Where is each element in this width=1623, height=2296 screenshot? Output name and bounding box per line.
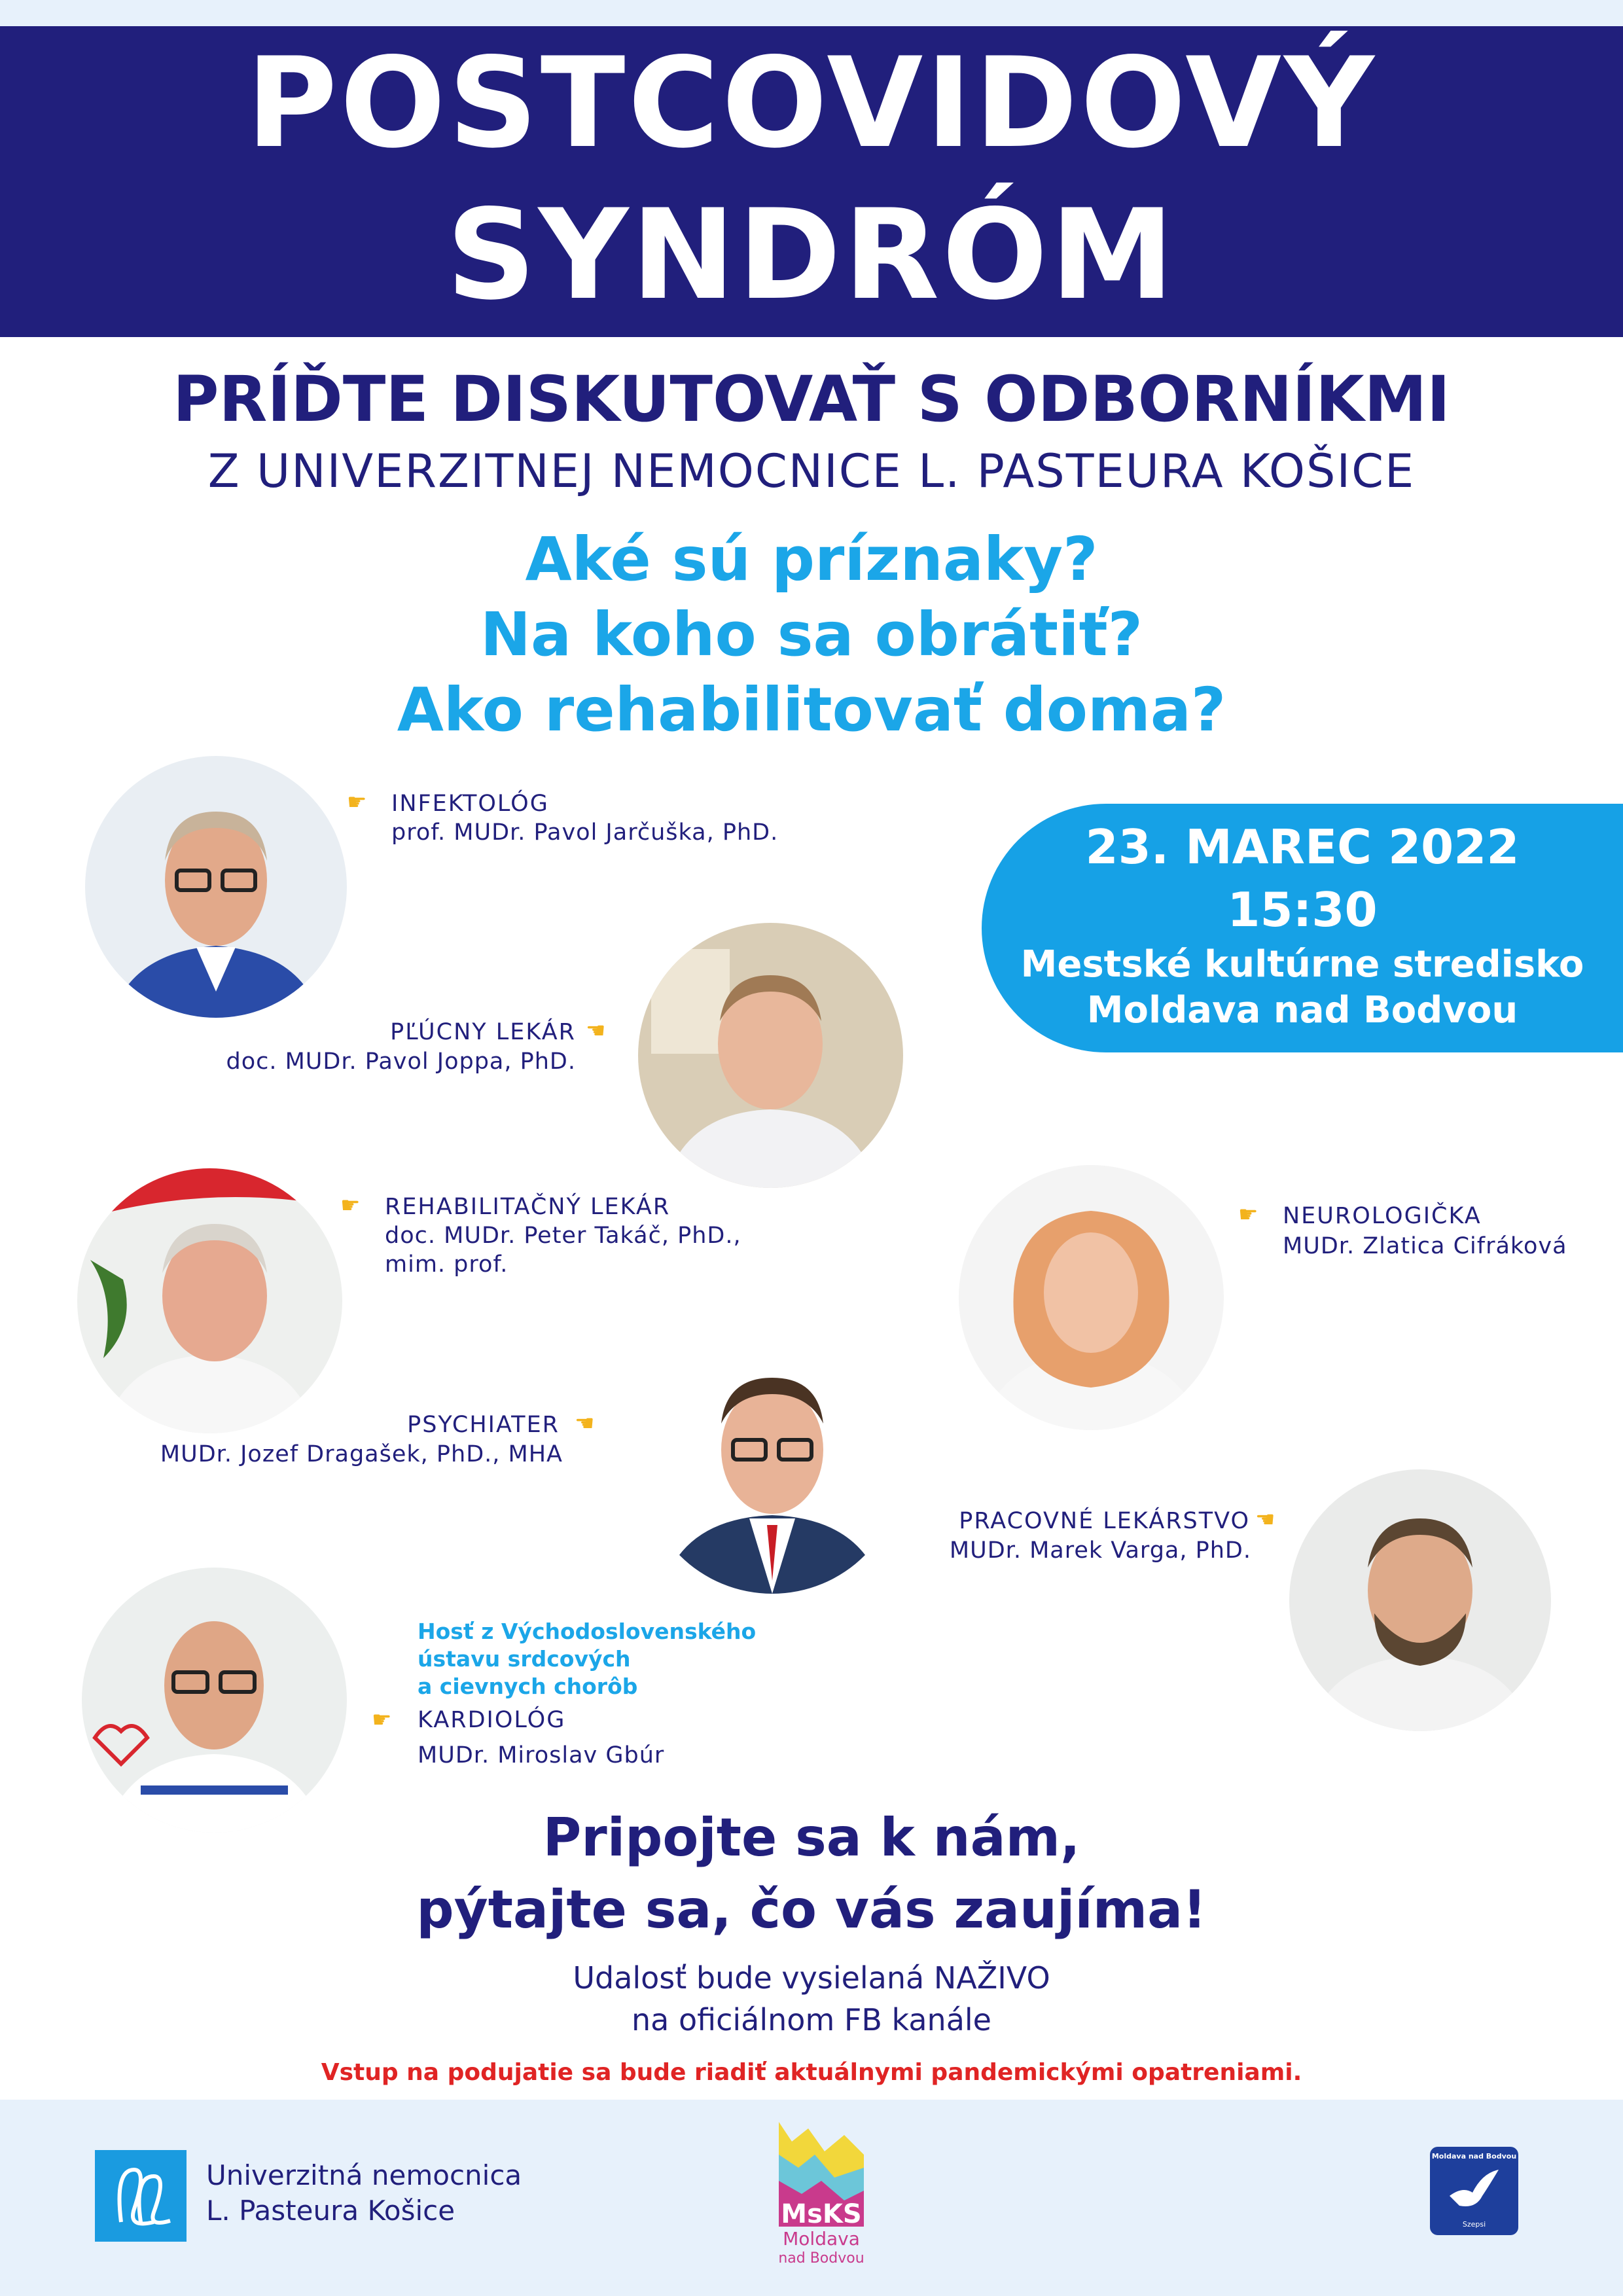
hospital-name-line-2: L. Pasteura Košice [206, 2195, 455, 2227]
title-line-2: SYNDRÓM [446, 183, 1177, 327]
pointing-hand-icon: ☚ [575, 1410, 595, 1437]
pointing-hand-icon: ☚ [1255, 1507, 1275, 1533]
speaker-photo-infektolog [85, 756, 347, 1018]
event-venue-line-1: Mestské kultúrne stredisko [1020, 943, 1584, 986]
hospital-logo-icon [95, 2150, 187, 2242]
speaker-name-4: MUDr. Zlatica Cifráková [1283, 1233, 1567, 1259]
guest-note-line-1: Hosť z Východoslovenského [418, 1619, 757, 1644]
broadcast-line-1: Udalosť bude vysielaná NAŽIVO [573, 1960, 1050, 1996]
speaker-name-2: doc. MUDr. Pavol Joppa, PhD. [226, 1049, 576, 1075]
town-logo-line-1: Moldava nad Bodvou [1431, 2152, 1517, 2161]
town-logo [1430, 2147, 1518, 2235]
guest-note-line-3: a cievnych chorôb [418, 1674, 638, 1699]
speaker-name-5: MUDr. Jozef Dragašek, PhD., MHA [160, 1441, 563, 1467]
event-venue-line-2: Moldava nad Bodvou [1086, 989, 1518, 1031]
speaker-role-2: PĽÚCNY LEKÁR [390, 1019, 576, 1045]
broadcast-line-2: na oficiálnom FB kanále [632, 2002, 991, 2037]
guest-note-line-2: ústavu srdcových [418, 1646, 631, 1672]
cta-line-1: Pripojte sa k nám, [543, 1807, 1080, 1868]
speaker-name-3b: mim. prof. [385, 1251, 508, 1278]
question-3: Ako rehabilitovať doma? [397, 675, 1226, 745]
subtitle-main: PRÍĎTE DISKUTOVAŤ S ODBORNÍKMI [173, 363, 1450, 436]
subtitle-hospital: Z UNIVERZITNEJ NEMOCNICE L. PASTEURA KOŠICE [207, 444, 1416, 498]
title-banner [0, 26, 1623, 337]
speaker-role-6: PRACOVNÉ LEKÁRSTVO [959, 1508, 1250, 1534]
hospital-name-line-1: Univerzitná nemocnica [206, 2159, 522, 2191]
question-2: Na koho sa obrátiť? [480, 600, 1143, 670]
pandemic-notice: Vstup na podujatie sa bude riadiť aktuálnymi pandemickými opatreniami. [321, 2059, 1302, 2086]
person-portrait-icon [85, 756, 347, 1018]
msks-abbr: MsKS [781, 2199, 862, 2229]
question-1: Aké sú príznaky? [525, 524, 1098, 594]
speaker-role-5: PSYCHIATER [407, 1412, 560, 1438]
speaker-name-6: MUDr. Marek Varga, PhD. [949, 1537, 1251, 1564]
speaker-photo-kardiolog [82, 1568, 347, 1833]
event-time: 15:30 [1227, 882, 1378, 937]
speaker-photo-pracovne [1289, 1469, 1551, 1731]
speaker-role-4: NEUROLOGIČKA [1283, 1203, 1482, 1229]
pointing-hand-icon: ☛ [1238, 1202, 1258, 1228]
msks-line-1: Moldava [783, 2228, 860, 2250]
title-line-1: POSTCOVIDOVÝ [246, 31, 1377, 175]
speaker-photo-neurologicka [959, 1165, 1224, 1430]
pointing-hand-icon: ☛ [347, 789, 367, 816]
dove-icon [1446, 2166, 1502, 2215]
event-date: 23. MAREC 2022 [1085, 819, 1520, 874]
speaker-name-7: MUDr. Miroslav Gbúr [418, 1742, 665, 1768]
cta-line-2: pýtajte sa, čo vás zaujíma! [416, 1879, 1207, 1940]
speaker-role-3: REHABILITAČNÝ LEKÁR [385, 1194, 671, 1220]
pointing-hand-icon: ☛ [372, 1707, 392, 1733]
top-strip [0, 0, 1623, 26]
pointing-hand-icon: ☚ [586, 1018, 606, 1044]
speaker-photo-rehabilitacny [77, 1168, 342, 1433]
speaker-name-1: prof. MUDr. Pavol Jarčuška, PhD. [391, 819, 779, 846]
speaker-role-1: INFEKTOLÓG [391, 791, 549, 817]
msks-logo [772, 2115, 870, 2274]
speaker-photo-plucny [638, 923, 903, 1188]
pointing-hand-icon: ☛ [340, 1193, 361, 1219]
town-logo-line-2: Szepsi [1462, 2220, 1486, 2229]
speaker-name-3: doc. MUDr. Peter Takáč, PhD., [385, 1223, 741, 1249]
msks-line-2: nad Bodvou [778, 2250, 865, 2267]
speaker-role-7: KARDIOLÓG [418, 1707, 566, 1733]
